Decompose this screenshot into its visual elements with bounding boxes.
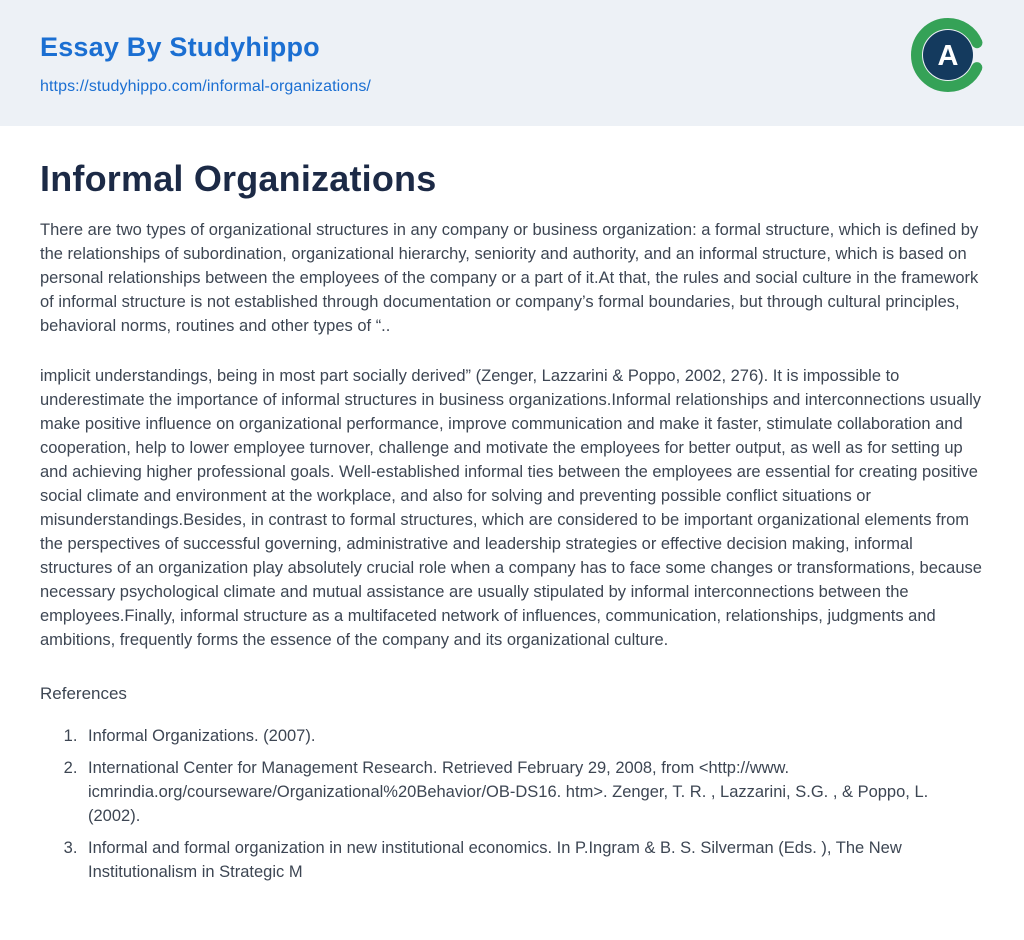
studyhippo-logo-icon — [910, 17, 986, 93]
essay-article — [0, 126, 1024, 940]
logo-letter: A — [937, 40, 959, 72]
references-heading: References — [40, 684, 127, 703]
site-title: Essay By Studyhippo — [40, 32, 320, 62]
list-item: 1. Informal Organizations. (2007). — [82, 724, 984, 748]
list-item: 3. Informal and formal organization in new institutional economics. In P.Ingram & B. S. Silverman (Eds. ), The New Institutionalism in Strategic M — [82, 836, 984, 884]
essay-paragraph-1: There are two types of organizational structures in any company or business organization: a formal structure, which is defined by the relationships of subordination, organizational hierarchy, seniority and authority, and an informal structure, which is based on personal relationships between the employees of the company or a part of it.At that, the rules and social culture in the framework of informal structure is not established through documentation or company’s formal boundaries, but through cultural principles, behavioral norms, routines and other types of “.. — [40, 221, 979, 335]
page-title: Informal Organizations — [40, 158, 437, 199]
page-header — [0, 0, 1024, 126]
studyhippo-logo — [910, 17, 986, 93]
essay-paragraph-2: implicit understandings, being in most part socially derived” (Zenger, Lazzarini & Poppo, 2002, 276). It is impossible to underestimate the importance of informal structures in business organizations.Informal relationships and interconnections usually make positive influence on organizational performance, improve communication and make it faster, stimulate collaboration and cooperation, help to lower employee turnover, challenge and motivate the employees for better output, as well as for setting up and achieving higher professional goals. Well-established informal ties between the employees are essential for creating positive social climate and environment at the workplace, and also for solving and preventing possible conflict situations or misunderstandings.Besides, in contrast to formal structures, which are considered to be important organizational elements from the perspectives of successful governing, administrative and leadership strategies or effective decision making, informal structures of an organization play absolutely crucial role when a company has to face some changes or transformations, because necessary psychological climate and mutual assistance are usually stipulated by informal interconnections between the employees.Finally, informal structure as a multifaceted network of influences, communication, relationships, judgments and ambitions, frequently forms the essence of the company and its organizational culture. — [40, 367, 982, 649]
source-url-link[interactable]: https://studyhippo.com/informal-organizations/ — [40, 78, 371, 95]
list-item: 2. International Center for Management Research. Retrieved February 29, 2008, from <http://www. icmrindia.org/courseware/Organizational%20Behavior/OB-DS16. htm>. Zenger, T. R. , Lazzarini, S.G. , & Poppo, L. (2002). — [82, 756, 984, 828]
references-list — [40, 724, 984, 884]
